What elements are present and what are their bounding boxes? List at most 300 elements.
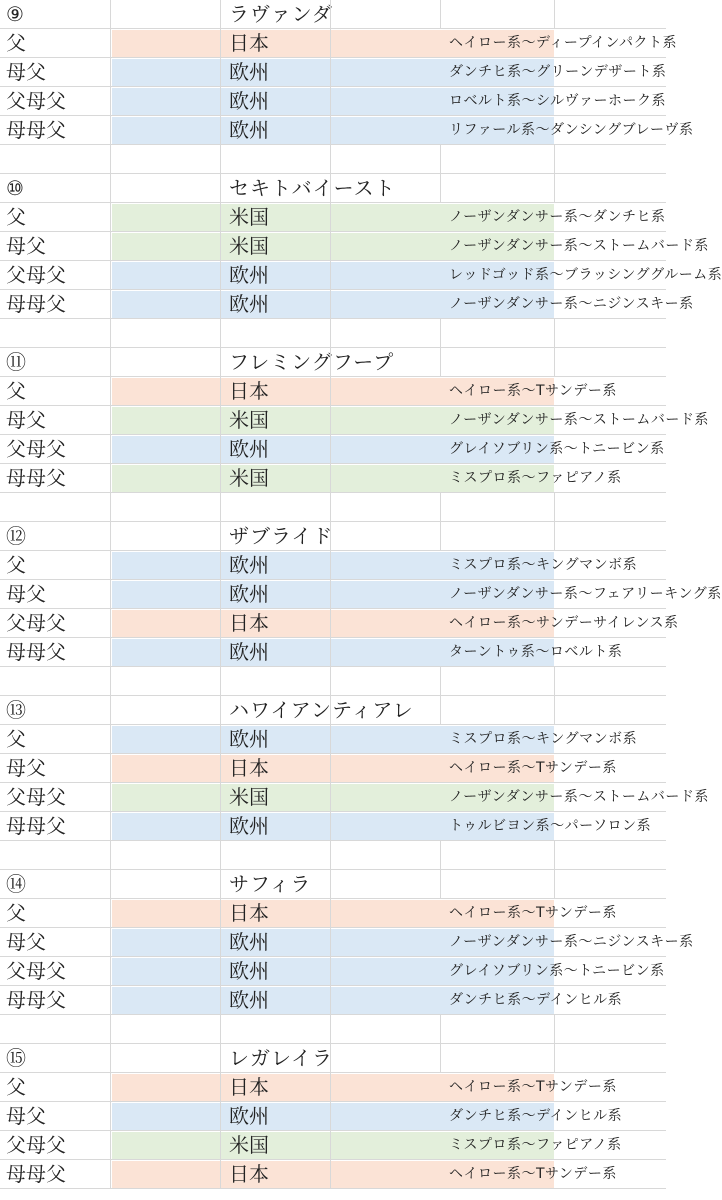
cell[interactable] (0, 0, 111, 28)
cell[interactable] (0, 174, 111, 202)
cell[interactable] (111, 899, 269, 927)
pedigree-label: 母父 (6, 582, 46, 606)
region: 欧州 (229, 292, 269, 316)
cell[interactable] (111, 522, 334, 550)
cell[interactable] (221, 0, 331, 28)
cell[interactable] (555, 551, 666, 579)
cell[interactable] (111, 870, 312, 898)
cell[interactable] (555, 232, 666, 260)
cell[interactable] (111, 1015, 221, 1043)
sire-line: ミスプロ系〜キングマンボ系 (449, 557, 638, 573)
spacer-row (0, 319, 666, 348)
pedigree-label: 母父 (6, 234, 46, 258)
cell[interactable] (0, 667, 111, 695)
cell[interactable] (555, 812, 666, 840)
horse-13-header-row (0, 696, 666, 725)
cell[interactable] (221, 725, 638, 753)
cell[interactable] (221, 522, 334, 550)
cell[interactable] (441, 348, 555, 376)
cell[interactable] (331, 522, 441, 550)
cell[interactable] (555, 29, 666, 57)
cell[interactable] (111, 696, 414, 724)
horse-name: ハワイアンティアレ (229, 698, 414, 722)
cell[interactable] (441, 0, 555, 28)
cell[interactable] (111, 87, 269, 115)
region: 欧州 (229, 988, 269, 1012)
cell[interactable] (111, 1102, 269, 1130)
cell[interactable] (555, 58, 666, 86)
pedigree-label: 母母父 (6, 814, 66, 838)
cell[interactable] (221, 870, 331, 898)
horse-13-row-1 (0, 725, 666, 754)
sire-line: ノーザンダンサー系〜フェアリーキング系 (449, 586, 722, 602)
cell[interactable] (0, 464, 111, 492)
cell[interactable] (111, 1160, 269, 1188)
cell[interactable] (0, 377, 111, 405)
cell[interactable] (111, 145, 221, 173)
cell[interactable] (331, 1015, 441, 1043)
cell[interactable] (221, 551, 638, 579)
cell[interactable] (111, 928, 269, 956)
sire-line: ノーザンダンサー系〜ストームバード系 (449, 412, 709, 428)
cell[interactable] (555, 203, 666, 231)
cell[interactable] (331, 0, 441, 28)
cell[interactable] (331, 319, 441, 347)
cell[interactable] (221, 580, 722, 608)
region: 日本 (229, 756, 269, 780)
sire-line: ヘイロー系〜Tサンデー系 (449, 760, 617, 776)
cell[interactable] (331, 870, 441, 898)
cell[interactable] (0, 725, 111, 753)
pedigree-label: 母父 (6, 930, 46, 954)
horse-name: ザブライド (229, 524, 334, 548)
cell[interactable] (0, 145, 111, 173)
sire-line: ヘイロー系〜Tサンデー系 (449, 1079, 617, 1095)
horse-12-header-row (0, 522, 666, 551)
cell[interactable] (0, 638, 111, 666)
cell[interactable] (555, 870, 666, 898)
horse-14-row-2 (0, 928, 694, 957)
region: 日本 (229, 611, 269, 635)
cell[interactable] (111, 232, 269, 260)
sire-line: ノーザンダンサー系〜ストームバード系 (449, 238, 709, 254)
cell[interactable] (441, 841, 555, 869)
cell[interactable] (221, 1160, 617, 1188)
horse-15-header-row (0, 1044, 666, 1073)
cell[interactable] (331, 841, 441, 869)
cell[interactable] (221, 957, 665, 985)
cell[interactable] (111, 203, 269, 231)
region: 日本 (229, 1162, 269, 1186)
cell[interactable] (441, 870, 555, 898)
cell[interactable] (111, 986, 269, 1014)
region: 欧州 (229, 727, 269, 751)
horse-name: サフィラ (229, 872, 312, 896)
horse-name: フレミングフープ (229, 350, 395, 374)
cell[interactable] (221, 232, 709, 260)
horse-15-row-1 (0, 1073, 666, 1102)
pedigree-label: 父 (6, 205, 26, 229)
cell[interactable] (221, 783, 709, 811)
horse-12-row-1 (0, 551, 666, 580)
cell[interactable] (555, 290, 666, 318)
cell[interactable] (555, 377, 666, 405)
cell[interactable] (555, 725, 666, 753)
horse-11-row-4 (0, 464, 666, 493)
sire-line: ミスプロ系〜キングマンボ系 (449, 731, 638, 747)
region: 欧州 (229, 959, 269, 983)
cell[interactable] (331, 145, 441, 173)
horse-number: ⑩ (6, 176, 24, 200)
cell[interactable] (441, 319, 555, 347)
horse-9-row-4 (0, 116, 694, 145)
cell[interactable] (0, 406, 111, 434)
cell[interactable] (441, 696, 555, 724)
horse-number: ⑭ (6, 872, 26, 896)
pedigree-label: 父母父 (6, 959, 66, 983)
horse-13-row-2 (0, 754, 666, 783)
cell[interactable] (0, 203, 111, 231)
cell[interactable] (221, 1015, 331, 1043)
cell[interactable] (0, 232, 111, 260)
sire-line: ダンチヒ系〜デインヒル系 (449, 1108, 623, 1124)
cell[interactable] (221, 1131, 622, 1159)
cell[interactable] (221, 290, 694, 318)
cell[interactable] (221, 319, 331, 347)
sire-line: ノーザンダンサー系〜ダンチヒ系 (449, 209, 666, 225)
horse-14-row-3 (0, 957, 666, 986)
sire-line: ロベルト系〜シルヴァーホーク系 (449, 93, 667, 109)
cell[interactable] (555, 145, 666, 173)
cell[interactable] (0, 870, 111, 898)
pedigree-label: 母母父 (6, 640, 66, 664)
cell[interactable] (331, 1044, 441, 1072)
cell[interactable] (555, 0, 666, 28)
cell[interactable] (221, 841, 331, 869)
region: 欧州 (229, 1104, 269, 1128)
cell[interactable] (111, 261, 269, 289)
cell[interactable] (0, 551, 111, 579)
region: 米国 (229, 466, 269, 490)
pedigree-label: 父母父 (6, 785, 66, 809)
cell[interactable] (221, 29, 677, 57)
cell[interactable] (111, 841, 221, 869)
pedigree-label: 母母父 (6, 988, 66, 1012)
cell[interactable] (0, 696, 111, 724)
cell[interactable] (221, 348, 331, 376)
pedigree-label: 母父 (6, 60, 46, 84)
cell[interactable] (555, 609, 666, 637)
cell[interactable] (555, 1102, 666, 1130)
cell[interactable] (555, 319, 666, 347)
region: 欧州 (229, 118, 269, 142)
cell[interactable] (221, 58, 667, 86)
region: 米国 (229, 234, 269, 258)
cell[interactable] (221, 1044, 331, 1072)
cell[interactable] (111, 580, 269, 608)
pedigree-label: 母父 (6, 1104, 46, 1128)
horse-13-row-3 (0, 783, 709, 812)
cell[interactable] (555, 696, 666, 724)
cell[interactable] (221, 812, 652, 840)
cell[interactable] (111, 1044, 333, 1072)
cell[interactable] (0, 58, 111, 86)
cell[interactable] (0, 261, 111, 289)
horse-number: ⑪ (6, 350, 26, 374)
cell[interactable] (221, 928, 694, 956)
cell[interactable] (555, 841, 666, 869)
cell[interactable] (441, 667, 555, 695)
cell[interactable] (221, 174, 331, 202)
cell[interactable] (555, 928, 666, 956)
region: 米国 (229, 785, 269, 809)
horse-name: レガレイラ (229, 1046, 333, 1070)
cell[interactable] (221, 1102, 623, 1130)
pedigree-label: 父 (6, 727, 26, 751)
cell[interactable] (0, 1160, 111, 1188)
sire-line: ヘイロー系〜Tサンデー系 (449, 383, 617, 399)
cell[interactable] (111, 58, 269, 86)
cell[interactable] (555, 1131, 666, 1159)
cell[interactable] (555, 493, 666, 521)
cell[interactable] (111, 638, 269, 666)
cell[interactable] (0, 1102, 111, 1130)
cell[interactable] (0, 29, 111, 57)
cell[interactable] (221, 203, 666, 231)
cell[interactable] (555, 638, 666, 666)
cell[interactable] (221, 116, 694, 144)
region: 欧州 (229, 553, 269, 577)
pedigree-label: 母母父 (6, 292, 66, 316)
cell[interactable] (111, 1073, 269, 1101)
cell[interactable] (555, 261, 666, 289)
cell[interactable] (441, 522, 555, 550)
cell[interactable] (331, 667, 441, 695)
spacer-row (0, 841, 666, 870)
cell[interactable] (221, 986, 623, 1014)
cell[interactable] (0, 783, 111, 811)
cell[interactable] (555, 783, 666, 811)
cell[interactable] (0, 522, 111, 550)
cell[interactable] (555, 667, 666, 695)
spacer-row (0, 145, 666, 174)
cell[interactable] (221, 87, 667, 115)
horse-number: ⑫ (6, 524, 26, 548)
region: 欧州 (229, 60, 269, 84)
sire-line: ヘイロー系〜Tサンデー系 (449, 1166, 617, 1182)
cell[interactable] (221, 667, 331, 695)
cell[interactable] (555, 1160, 666, 1188)
cell[interactable] (111, 754, 269, 782)
cell[interactable] (0, 1015, 111, 1043)
cell[interactable] (0, 928, 111, 956)
cell[interactable] (221, 406, 709, 434)
cell[interactable] (0, 986, 111, 1014)
cell[interactable] (111, 609, 269, 637)
cell[interactable] (0, 1073, 111, 1101)
cell[interactable] (555, 87, 666, 115)
cell[interactable] (0, 493, 111, 521)
cell[interactable] (555, 1015, 666, 1043)
horse-12-row-3 (0, 609, 679, 638)
cell[interactable] (0, 1131, 111, 1159)
horse-11-row-3 (0, 435, 666, 464)
cell[interactable] (0, 754, 111, 782)
pedigree-label: 父母父 (6, 1133, 66, 1157)
cell[interactable] (111, 957, 269, 985)
sire-line: ノーザンダンサー系〜ニジンスキー系 (449, 296, 694, 312)
pedigree-label: 父 (6, 1075, 26, 1099)
cell[interactable] (555, 406, 666, 434)
horse-13-row-4 (0, 812, 666, 841)
cell[interactable] (111, 0, 333, 28)
cell[interactable] (555, 986, 666, 1014)
cell[interactable] (555, 1044, 666, 1072)
cell[interactable] (0, 348, 111, 376)
horse-10-header-row (0, 174, 666, 203)
cell[interactable] (111, 174, 396, 202)
cell[interactable] (221, 638, 623, 666)
cell[interactable] (555, 435, 666, 463)
cell[interactable] (555, 522, 666, 550)
cell[interactable] (111, 29, 269, 57)
cell[interactable] (0, 87, 111, 115)
cell[interactable] (555, 580, 666, 608)
cell[interactable] (441, 174, 555, 202)
spacer-row (0, 1015, 666, 1044)
cell[interactable] (111, 319, 221, 347)
cell[interactable] (111, 377, 269, 405)
sire-line: ノーザンダンサー系〜ニジンスキー系 (449, 934, 694, 950)
cell[interactable] (0, 580, 111, 608)
horse-number: ⑬ (6, 698, 26, 722)
cell[interactable] (111, 406, 269, 434)
cell[interactable] (441, 145, 555, 173)
horse-11-row-1 (0, 377, 666, 406)
cell[interactable] (0, 1044, 111, 1072)
pedigree-label: 父 (6, 901, 26, 925)
horse-15-row-4 (0, 1160, 666, 1189)
sire-line: グレイソブリン系〜トニービン系 (449, 441, 665, 457)
pedigree-label: 母父 (6, 408, 46, 432)
cell[interactable] (555, 464, 666, 492)
region: 米国 (229, 408, 269, 432)
cell[interactable] (111, 551, 269, 579)
horse-15-row-3 (0, 1131, 666, 1160)
cell[interactable] (221, 493, 331, 521)
cell[interactable] (111, 1131, 269, 1159)
pedigree-label: 母母父 (6, 118, 66, 142)
horse-14-header-row (0, 870, 666, 899)
cell[interactable] (0, 841, 111, 869)
cell[interactable] (221, 1073, 617, 1101)
cell[interactable] (221, 754, 617, 782)
region: 欧州 (229, 263, 269, 287)
cell[interactable] (0, 290, 111, 318)
sire-line: ダンチヒ系〜グリーンデザート系 (449, 64, 667, 80)
pedigree-label: 父 (6, 553, 26, 577)
cell[interactable] (221, 899, 617, 927)
cell[interactable] (331, 348, 441, 376)
region: 欧州 (229, 89, 269, 113)
cell[interactable] (0, 435, 111, 463)
cell[interactable] (111, 493, 221, 521)
cell[interactable] (555, 1073, 666, 1101)
horse-12-row-2 (0, 580, 722, 609)
region: 欧州 (229, 930, 269, 954)
horse-name: ラヴァンダ (229, 2, 333, 26)
sire-line: ノーザンダンサー系〜ストームバード系 (449, 789, 709, 805)
cell[interactable] (0, 899, 111, 927)
cell[interactable] (441, 1015, 555, 1043)
cell[interactable] (555, 174, 666, 202)
cell[interactable] (111, 290, 269, 318)
region: 日本 (229, 1075, 269, 1099)
cell[interactable] (221, 464, 622, 492)
cell[interactable] (111, 783, 269, 811)
horse-11-header-row (0, 348, 666, 377)
cell[interactable] (221, 609, 679, 637)
cell[interactable] (555, 116, 666, 144)
sire-line: ミスプロ系〜ファピアノ系 (449, 1137, 622, 1153)
region: 欧州 (229, 814, 269, 838)
region: 米国 (229, 205, 269, 229)
cell[interactable] (555, 348, 666, 376)
horse-number: ⑨ (6, 2, 24, 26)
cell[interactable] (111, 435, 269, 463)
cell[interactable] (441, 493, 555, 521)
sire-line: グレイソブリン系〜トニービン系 (449, 963, 665, 979)
cell[interactable] (111, 812, 269, 840)
cell[interactable] (111, 667, 221, 695)
cell[interactable] (111, 116, 269, 144)
pedigree-label: 母父 (6, 756, 46, 780)
cell[interactable] (555, 754, 666, 782)
cell[interactable] (221, 696, 331, 724)
sire-line: ミスプロ系〜ファピアノ系 (449, 470, 622, 486)
cell[interactable] (111, 725, 269, 753)
cell[interactable] (0, 957, 111, 985)
cell[interactable] (221, 145, 331, 173)
cell[interactable] (331, 493, 441, 521)
cell[interactable] (555, 957, 666, 985)
horse-10-row-3 (0, 261, 722, 290)
pedigree-label: 母母父 (6, 466, 66, 490)
cell[interactable] (111, 464, 269, 492)
horse-10-row-1 (0, 203, 666, 232)
horse-number: ⑮ (6, 1046, 26, 1070)
cell[interactable] (331, 696, 441, 724)
region: 日本 (229, 379, 269, 403)
cell[interactable] (0, 609, 111, 637)
cell[interactable] (221, 435, 665, 463)
cell[interactable] (0, 116, 111, 144)
cell[interactable] (221, 261, 722, 289)
cell[interactable] (111, 348, 395, 376)
horse-name: セキトバイースト (229, 176, 396, 200)
horse-9-header-row (0, 0, 666, 29)
cell[interactable] (555, 899, 666, 927)
cell[interactable] (331, 174, 441, 202)
cell[interactable] (221, 377, 617, 405)
cell[interactable] (0, 319, 111, 347)
cell[interactable] (0, 812, 111, 840)
horse-10-row-2 (0, 232, 709, 261)
horse-15-row-2 (0, 1102, 666, 1131)
pedigree-label: 父 (6, 31, 26, 55)
region: 欧州 (229, 640, 269, 664)
cell[interactable] (441, 1044, 555, 1072)
